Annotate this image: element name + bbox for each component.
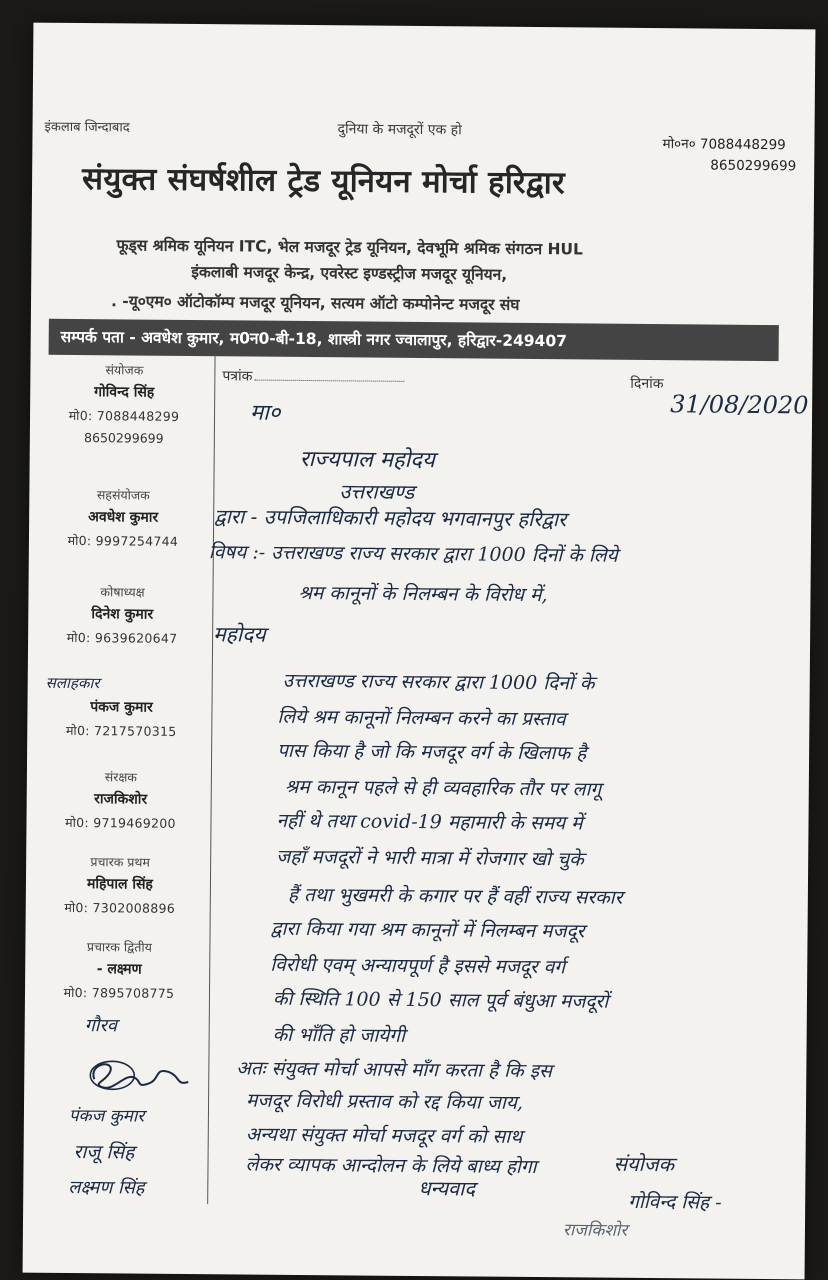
- office-name: गोविन्द सिंह: [94, 384, 155, 401]
- patrank-field: [222, 366, 404, 387]
- office-role: सहसंयोजक: [96, 487, 150, 503]
- recipient: राज्यपाल महोदय: [299, 446, 435, 474]
- office-role: प्रचारक द्वितीय: [86, 939, 152, 955]
- office-bearer-convener: [44, 361, 205, 446]
- signature-1: गौरव: [84, 1015, 117, 1037]
- letter-body-line: लेकर व्यापक आन्दोलन के लिये बाध्य होगा: [245, 1153, 537, 1179]
- subject-line-1: विषय :- उत्तराखण्ड राज्य सरकार द्वारा 1000 दिनों के लिये: [208, 541, 618, 567]
- slogan-left: इंकलाब जिन्दाबाद: [44, 119, 130, 136]
- office-name: राजकिशोर: [94, 791, 148, 808]
- slogan-center: दुनिया के मजदूरों एक हो: [337, 121, 462, 139]
- signature-3: राजू सिंह: [73, 1141, 135, 1164]
- office-role: कोषाध्यक्ष: [100, 584, 145, 600]
- letter-body-line: जहाँ मजदूरों ने भारी मात्रा में रोजगार खो चुके: [276, 845, 584, 871]
- letter-body-line: लिये श्रम कानूनों निलम्बन करने का प्रस्ताव: [277, 705, 566, 731]
- patrank-label: पत्रांक: [222, 368, 253, 385]
- letter-body-line: विरोधी एवम् अन्यायपूर्ण है इससे मजदूर वर्ग: [270, 953, 566, 979]
- office-role: संरक्षक: [104, 769, 138, 785]
- unions-line-3: . -यू०एम० ऑटोकॉम्प मजदूर यूनियन, सत्यम ऑटो कम्पोनेन्ट मजदूर संघ: [110, 292, 520, 314]
- letter-body-line: अन्यथा संयुक्त मोर्चा मजदूर वर्ग को साथ: [245, 1123, 523, 1148]
- closing-name: गोविन्द सिंह -: [628, 1190, 722, 1214]
- unions-line-1: फूड्स श्रमिक यूनियन ITC, भेल मजदूर ट्रेड यूनियन, देवभूमि श्रमिक संगठन HUL: [116, 236, 584, 259]
- salutation-to: मा०: [249, 400, 281, 426]
- office-phone: मो0: 9639620647: [66, 629, 178, 646]
- office-bearer-co-convener: [43, 486, 204, 550]
- office-bearer-treasurer: [42, 583, 203, 647]
- office-phone: मो0: 9997254744: [67, 532, 179, 549]
- letter-body-line: मजदूर विरोधी प्रस्ताव को रद्द किया जाय,: [245, 1089, 524, 1114]
- letter-date: 31/08/2020: [670, 390, 809, 420]
- organization-title: संयुक्त संघर्षशील ट्रेड यूनियन मोर्चा हरिद्वार: [81, 161, 566, 202]
- signature-4: लक्ष्मण सिंह: [68, 1176, 145, 1199]
- office-bearer-advisor: [41, 673, 202, 740]
- office-phone: मो0: 7895708775: [63, 984, 175, 1001]
- office-name: पंकज कुमार: [90, 699, 153, 716]
- office-role: संयोजक: [105, 362, 144, 378]
- office-name: - लक्ष्मण: [96, 961, 142, 978]
- office-name: अवधेश कुमार: [88, 509, 159, 526]
- office-phone: मो0: 9719469200: [65, 814, 176, 831]
- header-phone-1: मो०न० 7088448299: [662, 136, 786, 154]
- letter-body-line: हैं तथा भुखमरी के कगार पर हैं वहीं राज्य सरकार: [287, 883, 623, 909]
- unions-line-2: इंकलाबी मजदूर केन्द्र, एवरेस्ट इण्डस्ट्रीज मजदूर यूनियन,: [191, 262, 508, 284]
- header-phone-2: 8650299699: [710, 157, 797, 175]
- via-line: द्वारा - उपजिलाधिकारी महोदय भगवानपुर हरिद्वार: [214, 504, 567, 532]
- office-bearer-publicity-1: [40, 853, 201, 917]
- letter-body-line: उत्तराखण्ड राज्य सरकार द्वारा 1000 दिनों के: [282, 669, 595, 695]
- header-phones: [662, 134, 796, 177]
- patrank-dotted-line: [254, 380, 404, 382]
- letter-body-line: की स्थिति 100 से 150 साल पूर्व बंधुआ मजदूरों: [272, 987, 609, 1013]
- office-bearer-patron: [40, 768, 201, 832]
- dinank-label: दिनांक: [630, 375, 664, 393]
- closing-role: संयोजक: [613, 1151, 675, 1177]
- letter-body-line: अतः संयुक्त मोर्चा आपसे माँग करता है कि इस: [236, 1057, 553, 1083]
- office-name: महिपाल सिंह: [86, 876, 153, 893]
- address-bar: सम्पर्क पता - अवधेश कुमार, म0न0-बी-18, शास्त्री नगर ज्वालापुर, हरिद्वार-249407: [49, 319, 779, 361]
- office-role-handwritten: सलाहकार: [45, 673, 100, 693]
- office-phone: मो0: 7302008896: [64, 899, 176, 916]
- subject-line-2: श्रम कानूनों के निलम्बन के विरोध में,: [298, 581, 548, 607]
- office-name: दिनेश कुमार: [91, 606, 154, 623]
- office-phone: मो0: 7217570315: [65, 722, 177, 739]
- letter-body-line: पास किया है जो कि मजदूर वर्ग के खिलाफ है: [277, 739, 587, 765]
- closing-extra: राजकिशोर: [562, 1220, 628, 1241]
- thanks: धन्यवाद: [418, 1176, 476, 1201]
- letter-body-line: की भाँति हो जायेगी: [272, 1023, 406, 1047]
- letter-body-line: द्वारा किया गया श्रम कानूनों में निलम्बन मजदूर: [270, 917, 585, 943]
- signature-2: पंकज कुमार: [68, 1105, 145, 1127]
- letter-body-line: नहीं थे तथा covid-19 महामारी के समय में: [276, 809, 583, 835]
- letterhead-page: [23, 23, 816, 1280]
- office-bearer-publicity-2: [39, 938, 200, 1002]
- office-phone-2: 8650299699: [84, 430, 164, 446]
- signature-scribble-icon: [84, 1053, 194, 1094]
- recipient-state: उत्तराखण्ड: [339, 479, 415, 504]
- letter-body-line: श्रम कानून पहले से ही व्यवहारिक तौर पर लागू: [284, 775, 602, 801]
- office-role: प्रचारक प्रथम: [90, 854, 150, 870]
- office-phone: मो0: 7088448299: [68, 407, 180, 424]
- greeting: महोदय: [213, 622, 266, 647]
